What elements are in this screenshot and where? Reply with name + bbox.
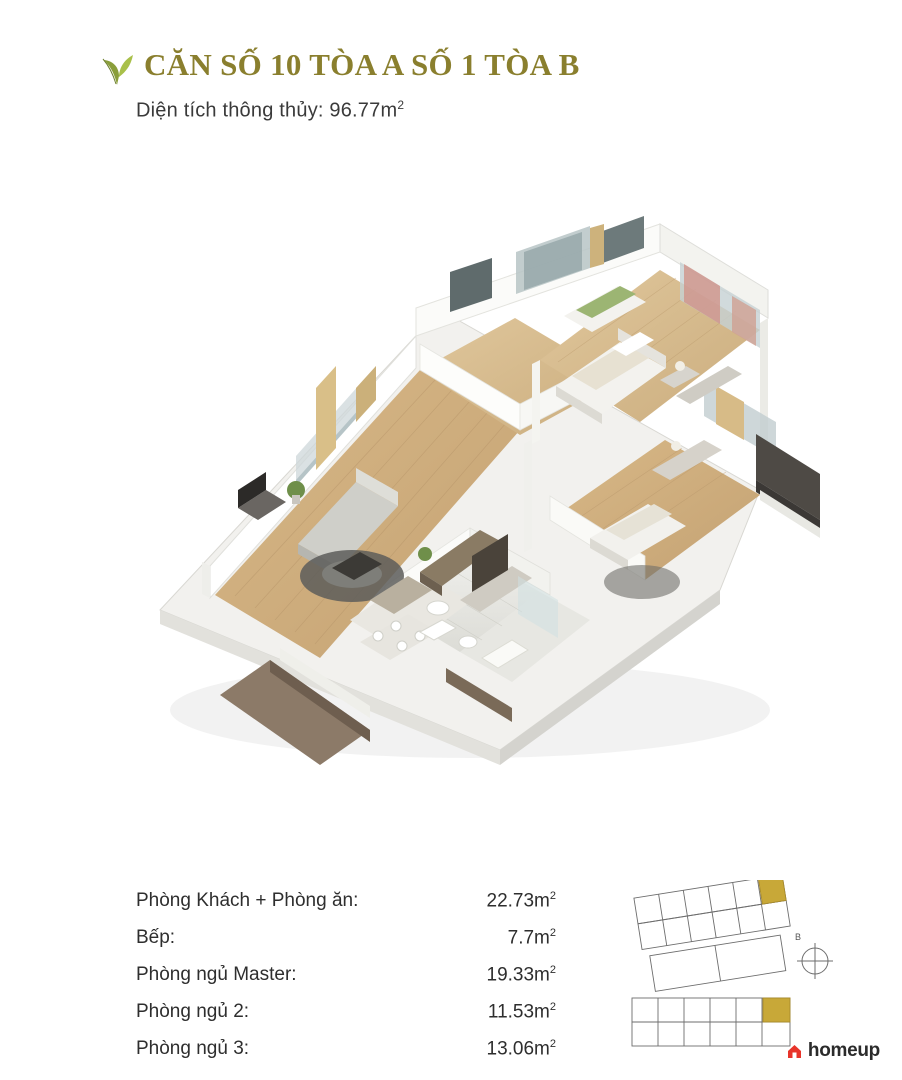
area-subtitle	[136, 98, 902, 123]
key-plan	[618, 880, 818, 1060]
floor-plan-image	[120, 190, 820, 780]
area-unit-sup: 2	[549, 890, 556, 902]
room-area-list	[136, 890, 556, 1075]
leaf-icon	[100, 50, 134, 86]
area-unit-sup: 2	[549, 964, 556, 976]
room-area: $7.7m^2$	[507, 927, 556, 949]
area-unit-sup: 2	[549, 927, 556, 939]
room-area: $11.53m^2$	[487, 1001, 556, 1023]
area-unit-sup: 2	[549, 1038, 556, 1050]
title-row	[100, 48, 902, 86]
room-label: Phòng ngủ Master:	[136, 964, 297, 986]
room-label: Phòng ngủ 3:	[136, 1038, 250, 1060]
room-area: $22.73m^2$	[486, 890, 556, 912]
list-item	[136, 927, 556, 964]
key-plan-svg	[618, 880, 818, 1060]
list-item	[136, 1001, 556, 1038]
logo-text: homeup	[807, 1040, 880, 1061]
room-label: Phòng Khách + Phòng ăn:	[136, 890, 359, 912]
list-item	[136, 964, 556, 1001]
list-item	[136, 890, 556, 927]
room-area: $19.33m^2$	[486, 964, 556, 986]
page-header	[0, 48, 902, 123]
homeup-logo	[786, 1040, 880, 1062]
list-item	[136, 1038, 556, 1075]
home-icon	[786, 1043, 803, 1060]
room-label: Phòng ngủ 2:	[136, 1001, 250, 1023]
room-area: $13.06m^2$	[486, 1038, 556, 1060]
page-title: CĂN SỐ 10 TÒA A SỐ 1 TÒA B	[144, 47, 580, 82]
area-unit-sup: 2	[397, 98, 405, 112]
area-unit-sup: 2	[549, 1001, 556, 1013]
area-label: Diện tích thông thủy: 96.77m	[136, 99, 398, 122]
room-label: Bếp:	[136, 927, 176, 949]
compass-label: B	[795, 932, 802, 942]
floor-plan-svg	[120, 190, 820, 780]
